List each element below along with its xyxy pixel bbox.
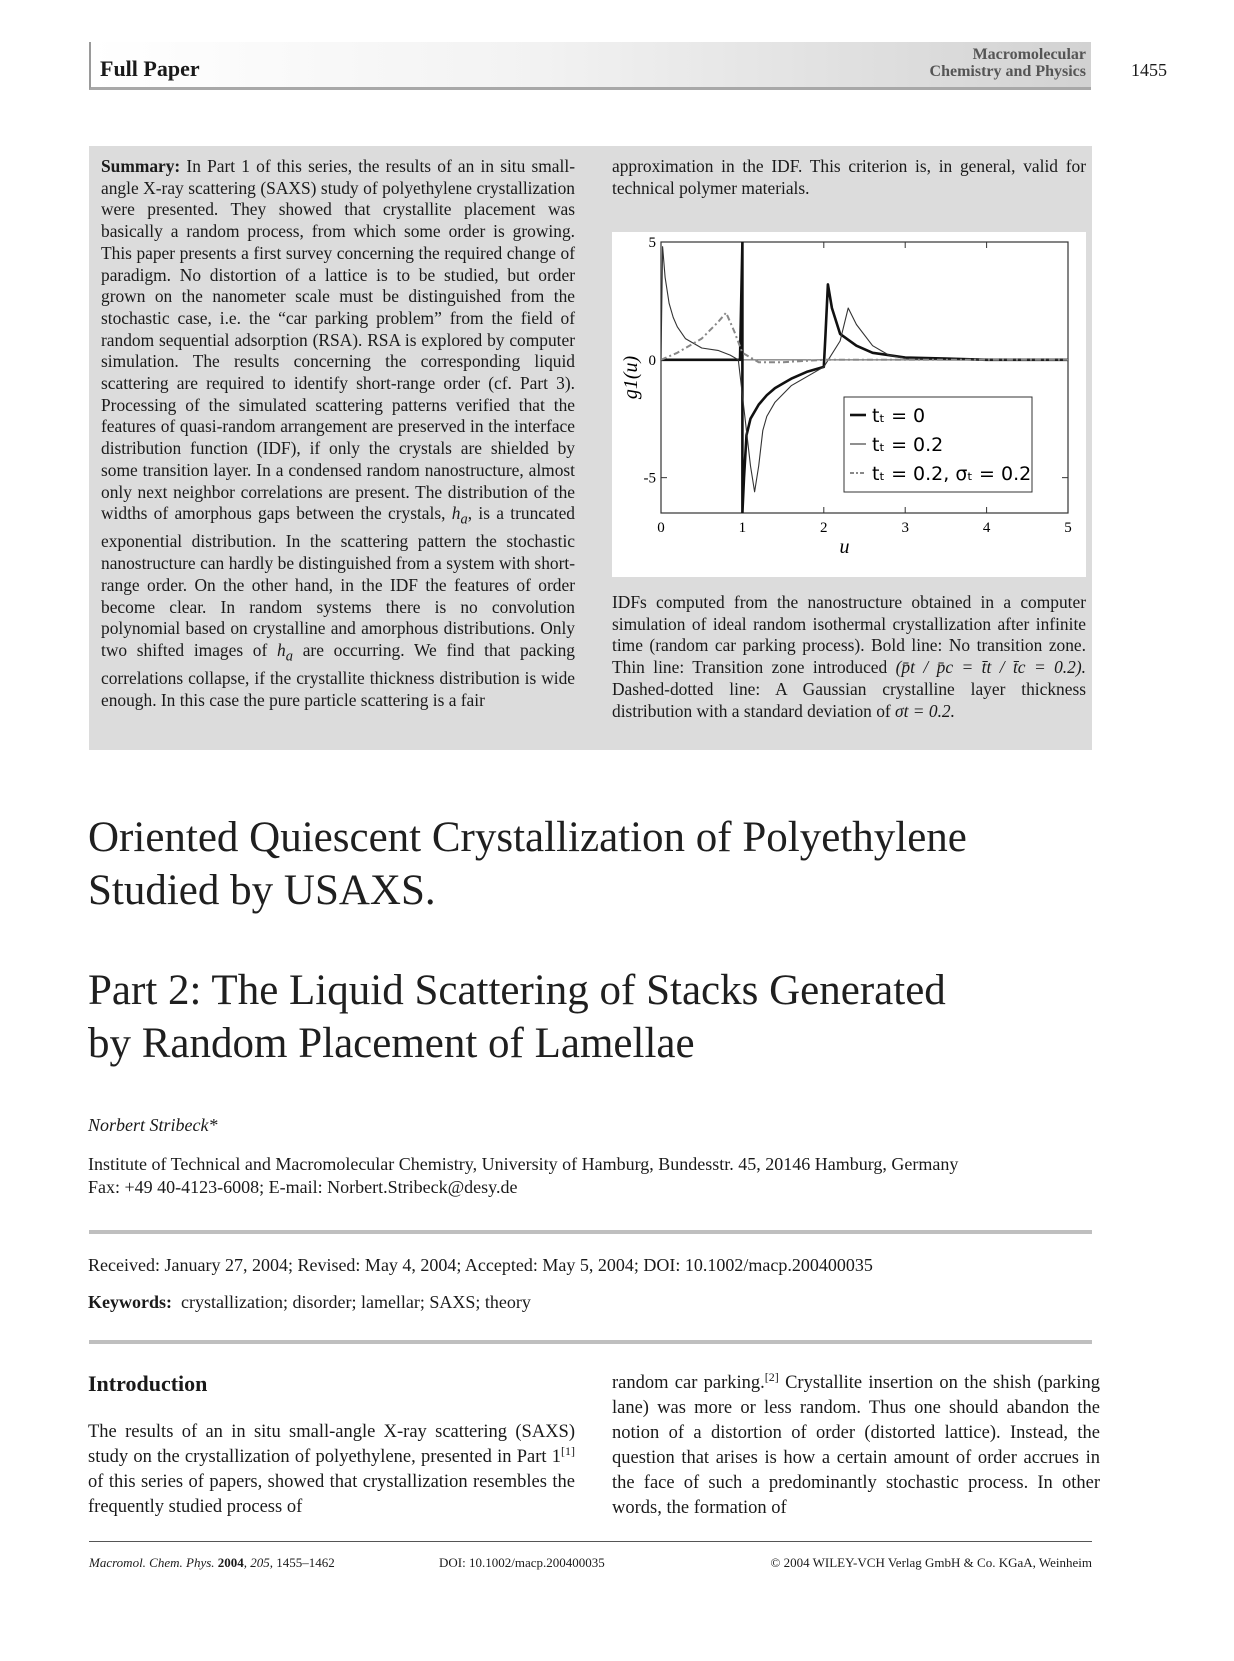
summary-text-left [101,156,575,712]
author-name: Norbert Stribeck* [88,1115,218,1135]
caption-part-2: Dashed-dotted line: A Gaussian crystalline layer thickness distribution with a standard deviation of [612,678,1086,721]
figure-caption [612,592,1086,722]
legend-label-1: tₜ = 0 [872,405,926,427]
footer-doi: DOI: 10.1002/macp.200400035 [439,1555,605,1570]
journal-name [930,46,1086,80]
x-axis-label: u [839,536,850,558]
footer-journal: Macromol. Chem. Phys. [89,1555,215,1570]
title-line-2: Studied by USAXS. [88,867,436,914]
page-number: 1455 [1131,60,1167,80]
y-tick-label: 0 [648,352,656,369]
footer-citation: Macromol. Chem. Phys. 2004, 205, 1455–1462 [89,1555,335,1570]
series-line-3 [661,313,1068,363]
intro-right-b: Crystallite insertion on the shish (parking lane) was more or less random. Thus one should abandon the notion of a distortion of order (distorted lattice). Instead, the question that arises is how a certain amount of order accrues in the face of such a predominantly stochastic process. In other words, the formation of [612,1373,1101,1518]
y-tick-label: -5 [643,470,656,487]
caption-part-1: IDFs computed from the nanostructure obtained in a computer simulation of ideal random isothermal crystallization after infinite time (random car parking process). Bold line: No transition zone. Thin line: Transition zone introduced [612,592,1086,678]
title-line-1: Oriented Quiescent Crystallization of Polyethylene [88,814,967,861]
intro-left-a: The results of an in situ small-angle X-ray scattering (SAXS) study on the crystallization of polyethylene, presented in Part 1 [88,1422,575,1467]
keywords-label: Keywords: [88,1292,172,1312]
x-tick-label: 5 [1064,520,1072,536]
legend-label-3: tₜ = 0.2, σₜ = 0.2 [872,463,1032,485]
reference-1: [1] [561,1443,575,1458]
summary-body-3: are occurring. We find that packing correlations collapse, if the crystallite thickness distribution is wide enough. In this case the pure particle scattering is a fair [101,639,575,710]
summary-text-right: approximation in the IDF. This criterion is, in general, valid for technical polymer materials. [612,156,1086,198]
keywords-value: crystallization; disorder; lamellar; SAXS; theory [181,1292,531,1312]
author-contact: Fax: +49 40-4123-6008; E-mail: Norbert.Stribeck@desy.de [88,1177,518,1197]
ha-symbol: h [451,503,461,524]
summary-label: Summary: [101,156,181,176]
idf-figure [612,232,1086,577]
divider-bottom [89,1340,1092,1344]
publication-dates: Received: January 27, 2004; Revised: May 4, 2004; Accepted: May 5, 2004; DOI: 10.1002/macp.200400035 [88,1255,873,1275]
section-label: Full Paper [100,56,200,81]
caption-sigma: σt = 0.2. [895,700,955,721]
x-tick-label: 4 [982,520,991,536]
x-tick-label: 1 [738,520,747,536]
divider-top [89,1230,1092,1234]
subtitle-line-1: Part 2: The Liquid Scattering of Stacks Generated [88,967,946,1014]
reference-2: [2] [764,1369,779,1384]
footer-volume: 205 [250,1555,270,1570]
keywords-line [88,1292,531,1313]
ha-symbol-2: h [277,639,286,660]
caption-formula: (p̄t / p̄c = t̄t / t̄c = 0.2). [895,657,1086,678]
author-affiliation: Institute of Technical and Macromolecular Chemistry, University of Hamburg, Bundesstr. 45, 20146 Hamburg, Germany [88,1154,959,1174]
journal-name-line2: Chemistry and Physics [929,63,1086,80]
footer-pages: 1455–1462 [276,1555,335,1570]
section-heading-introduction: Introduction [88,1371,208,1396]
summary-body-2: , is a truncated exponential distribution. In the scattering pattern the stochastic nanostructure can hardly be distinguished from a system with short-range order. On the other hand, in the IDF the features of order become clear. In random systems there is no convolution polynomial based on crystalline and amorphous distributions. Only two shifted images of [101,503,575,660]
footer-year: 2004 [217,1555,244,1570]
x-tick-label: 3 [901,520,909,536]
summary-body-1: In Part 1 of this series, the results of an in situ small-angle X-ray scattering (SAXS) study of polyethylene crystallization were presented. They showed that crystallite placement was basically a random process, from which some order is growing. This paper presents a first survey concerning the required change of paradigm. No distortion of a lattice is to be studied, but order grown on the nanometer scale must be distinguished from the stochastic case, i.e. the “car parking problem” from the field of random sequential adsorption (RSA). RSA is explored by computer simulation. The results concerning the corresponding liquid scattering are required to identify short-range order (cf. Part 3). Processing of the simulated scattering patterns verified that the features of quasi-random arrangement are preserved in the interface distribution function (IDF), if only the crystals are shielded by some transition layer. In a condensed random nanostructure, almost only next neighbor correlations are present. The distribution of the widths of amorphous gaps between the crystals, [101,156,575,524]
intro-text-right [612,1371,1100,1521]
idf-chart [612,232,1086,577]
y-tick-label: 5 [648,235,656,251]
article-subtitle [88,964,1088,1070]
journal-name-line1: Macromolecular [972,46,1086,63]
footer-copyright: © 2004 WILEY-VCH Verlag GmbH & Co. KGaA, Weinheim [770,1555,1092,1570]
intro-right-a: random car parking. [612,1373,765,1393]
legend-label-2: tₜ = 0.2 [872,434,944,456]
footer-rule [89,1541,1092,1542]
chart-legend [844,397,1032,492]
x-tick-label: 2 [820,520,828,536]
ha-subscript-2: a [285,648,293,665]
ha-subscript: a [460,511,468,528]
intro-text-left [88,1420,575,1520]
intro-left-b: of this series of papers, showed that crystallization resembles the frequently studied process of [88,1472,575,1517]
subtitle-line-2: by Random Placement of Lamellae [88,1020,695,1067]
y-axis-label: g1(u) [620,355,642,400]
x-tick-label: 0 [657,520,665,536]
article-title [88,811,1088,917]
